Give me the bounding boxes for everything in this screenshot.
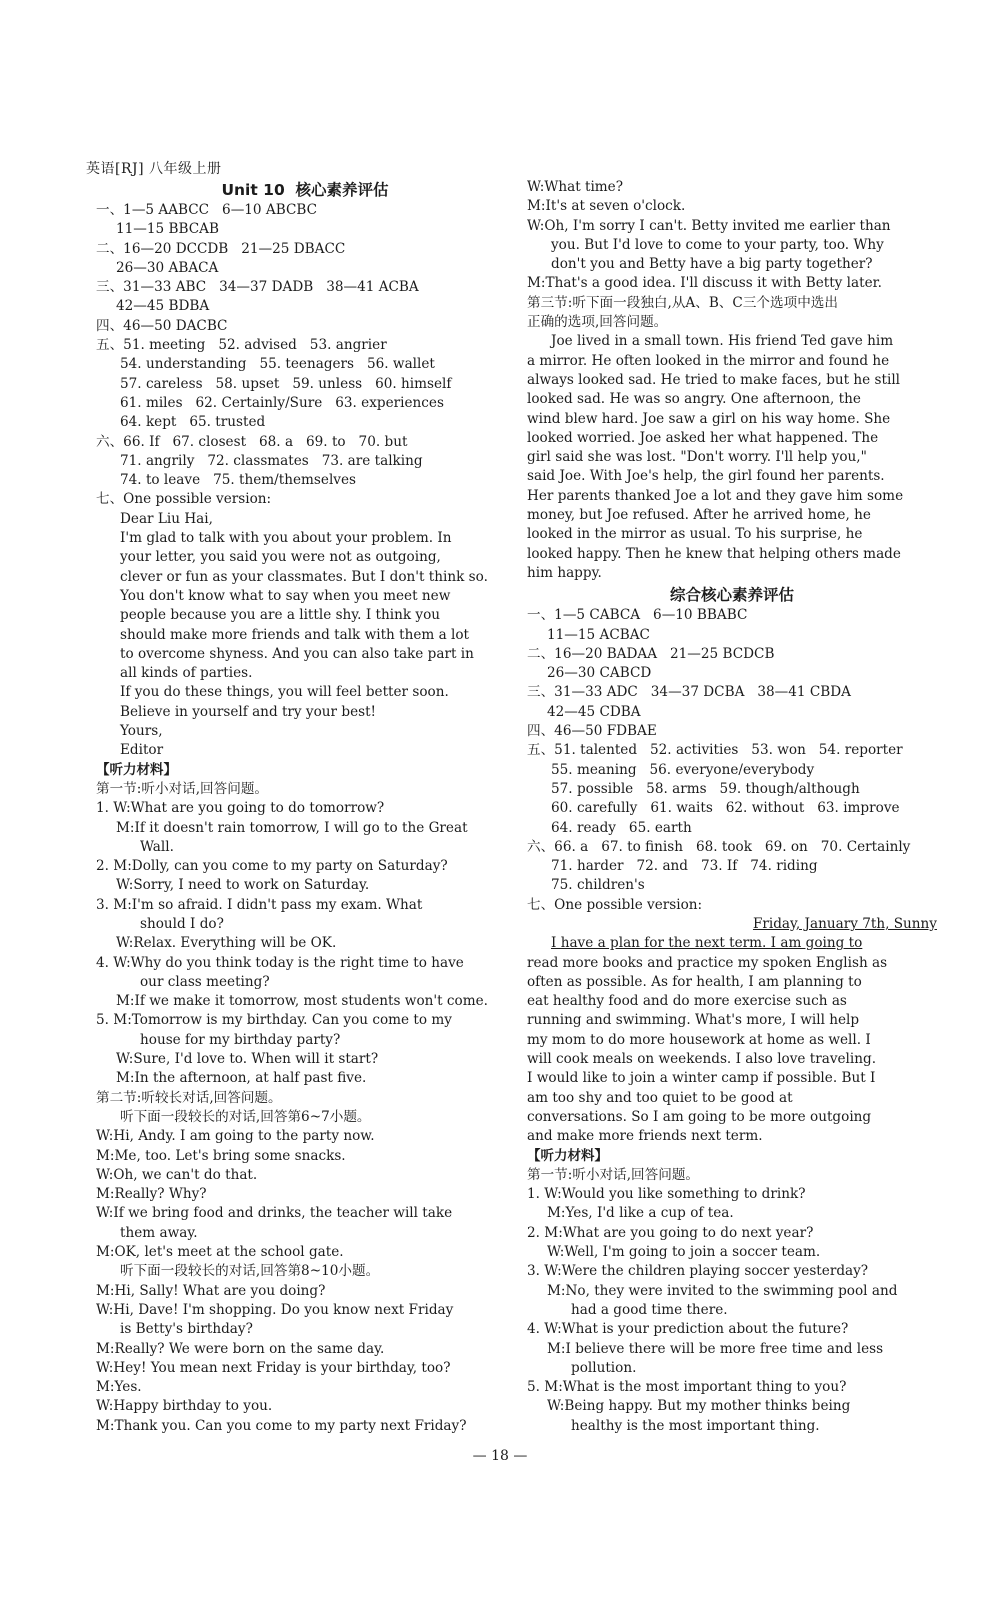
text-line: 2. M:What are you going to do next year? xyxy=(527,1224,814,1241)
text-line: M:It's at seven o'clock. xyxy=(527,198,686,215)
text-line: you. But I'd love to come to your party, too. Why xyxy=(551,236,884,253)
text-line: 一、1—5 AABCC 6—10 ABCBC xyxy=(96,202,318,218)
text-line: looked happy. Then he knew that helping others made xyxy=(527,545,901,562)
text-line: people because you are a little shy. I think you xyxy=(120,607,441,624)
left-lines xyxy=(96,201,514,1436)
text-line: don't you and Betty have a big party together? xyxy=(551,256,873,273)
text-line: W:Hey! You mean next Friday is your birthday, too? xyxy=(96,1359,451,1376)
text-line: 2. M:Dolly, can you come to my party on Saturday? xyxy=(96,858,448,875)
text-line: M:No, they were invited to the swimming pool and xyxy=(547,1282,898,1299)
text-line: W:Being happy. But my mother thinks being xyxy=(547,1398,851,1415)
text-line: often as possible. As for health, I am planning to xyxy=(527,973,862,990)
text-line: looked in the mirror as usual. To his surprise, he xyxy=(527,526,863,543)
text-line: and make more friends next term. xyxy=(527,1128,763,1145)
text-line: W:What time? xyxy=(527,179,624,195)
text-line: 第一节:听小对话,回答问题。 xyxy=(96,780,269,797)
text-line: our class meeting? xyxy=(140,973,270,990)
text-line: my mom to do more housework at home as well. I xyxy=(527,1031,871,1048)
text-line: 【听力材料】 xyxy=(96,761,177,778)
text-line: 3. M:I'm so afraid. I didn't pass my exam. What xyxy=(96,896,423,913)
section-title: 综合核心素养评估 xyxy=(669,586,794,605)
text-line: 74. to leave 75. them/themselves xyxy=(120,472,356,489)
text-line: should make more friends and talk with them a lot xyxy=(120,626,470,643)
text-line: W:If we bring food and drinks, the teacher will take xyxy=(96,1205,453,1222)
right-column xyxy=(527,178,937,1436)
text-line: 64. kept 65. trusted xyxy=(120,414,266,431)
text-line: Yours, xyxy=(120,723,163,740)
text-line: wind blew hard. Joe saw a girl on his way home. She xyxy=(527,410,891,427)
text-line: 60. carefully 61. waits 62. without 63. improve xyxy=(551,800,900,817)
text-line: 六、66. If 67. closest 68. a 69. to 70. but xyxy=(96,433,408,450)
text-line: 1. W:Would you like something to drink? xyxy=(527,1186,806,1203)
text-line: 5. M:Tomorrow is my birthday. Can you come to my xyxy=(96,1012,452,1029)
text-line: 55. meaning 56. everyone/everybody xyxy=(551,761,815,778)
text-line: 第三节:听下面一段独白,从A、B、C三个选项中选出 xyxy=(527,294,838,311)
text-line: 七、One possible version: xyxy=(527,896,703,913)
text-line: If you do these things, you will feel better soon. xyxy=(120,684,449,701)
text-line: money, but Joe refused. After he arrived home, he xyxy=(527,507,871,524)
text-line: Dear Liu Hai, xyxy=(120,510,213,527)
text-line: 三、31—33 ABC 34—37 DADB 38—41 ACBA xyxy=(96,279,419,296)
text-line: 54. understanding 55. teenagers 56. wallet xyxy=(120,356,435,373)
text-line: W:Sorry, I need to work on Saturday. xyxy=(116,877,370,894)
page-number: — 18 — xyxy=(472,1448,528,1464)
text-line: eat healthy food and do more exercise such as xyxy=(527,993,847,1010)
text-line: looked sad. He was so angry. One afternoon, the xyxy=(527,391,861,408)
text-line: 二、16—20 DCCDB 21—25 DBACC xyxy=(96,240,346,257)
text-line: M:Really? Why? xyxy=(96,1186,207,1203)
text-line: 42—45 BDBA xyxy=(116,298,210,315)
text-line: You don't know what to say when you meet new xyxy=(120,587,451,604)
text-line: I'm glad to talk with you about your problem. In xyxy=(120,530,452,547)
text-line: 42—45 CDBA xyxy=(547,703,641,720)
text-line: M:OK, let's meet at the school gate. xyxy=(96,1244,344,1261)
text-line: will cook meals on weekends. I also love traveling. xyxy=(527,1051,877,1068)
text-line: W:Hi, Dave! I'm shopping. Do you know next Friday xyxy=(96,1301,454,1318)
text-line: 六、66. a 67. to finish 68. took 69. on 70. Certainly xyxy=(527,838,911,855)
text-line: 正确的选项,回答问题。 xyxy=(527,314,668,331)
text-line: all kinds of parties. xyxy=(120,665,253,682)
text-line: 五、51. meeting 52. advised 53. angrier xyxy=(96,337,387,354)
text-line: M:I believe there will be more free time and less xyxy=(547,1340,884,1357)
text-line: Joe lived in a small town. His friend Ted gave him xyxy=(551,333,894,350)
text-line: to overcome shyness. And you can also take part in xyxy=(120,645,474,662)
text-line: said Joe. With Joe's help, the girl found her parents. xyxy=(527,468,885,485)
text-line: Editor xyxy=(120,742,164,759)
text-line: W:Well, I'm going to join a soccer team. xyxy=(547,1244,821,1261)
text-line: 一、1—5 CABCA 6—10 BBABC xyxy=(527,607,748,624)
text-line: 四、46—50 DACBC xyxy=(96,317,228,334)
text-line: M:If it doesn't rain tomorrow, I will go to the Great xyxy=(116,819,468,836)
text-line: him happy. xyxy=(527,564,602,581)
text-line: girl said she was lost. "Don't worry. I'll help you," xyxy=(527,449,867,466)
text-line: healthy is the most important thing. xyxy=(571,1417,820,1434)
text-line: 64. ready 65. earth xyxy=(551,819,692,836)
text-line: 五、51. talented 52. activities 53. won 54. reporter xyxy=(527,742,903,759)
text-line: 5. M:What is the most important thing to you? xyxy=(527,1379,847,1396)
text-line: M:Hi, Sally! What are you doing? xyxy=(96,1282,326,1299)
text-line: your letter, you said you were not as outgoing, xyxy=(120,549,441,566)
text-line: M:In the afternoon, at half past five. xyxy=(116,1070,367,1087)
text-line: 11—15 ACBAC xyxy=(547,626,650,643)
text-line: M:Yes. xyxy=(96,1379,142,1396)
text-line: them away. xyxy=(120,1224,198,1241)
text-line: M:Really? We were born on the same day. xyxy=(96,1340,385,1357)
text-line: read more books and practice my spoken English as xyxy=(527,954,888,971)
text-line: M:Thank you. Can you come to my party next Friday? xyxy=(96,1417,467,1434)
text-line: running and swimming. What's more, I will help xyxy=(527,1012,860,1029)
text-line: house for my birthday party? xyxy=(140,1031,341,1048)
text-line: 【听力材料】 xyxy=(527,1147,608,1164)
text-line: am too shy and too quiet to be good at xyxy=(527,1089,793,1106)
text-line: 1. W:What are you going to do tomorrow? xyxy=(96,800,385,817)
text-line: I have a plan for the next term. I am going to xyxy=(551,935,863,952)
text-line: 75. children's xyxy=(551,877,645,894)
text-line: 4. W:What is your prediction about the future? xyxy=(527,1321,849,1338)
text-line: 3. W:Were the children playing soccer yesterday? xyxy=(527,1263,869,1280)
text-line: 26—30 ABACA xyxy=(116,259,219,276)
text-line: 71. angrily 72. classmates 73. are talking xyxy=(120,452,423,469)
text-line: 听下面一段较长的对话,回答第8~10小题。 xyxy=(120,1263,380,1280)
text-line: W:Happy birthday to you. xyxy=(96,1398,273,1415)
text-line: M:Me, too. Let's bring some snacks. xyxy=(96,1147,346,1164)
text-line: had a good time there. xyxy=(571,1301,728,1318)
text-line: W:Sure, I'd love to. When will it start? xyxy=(116,1051,379,1068)
text-line: is Betty's birthday? xyxy=(120,1321,253,1338)
text-line: Friday, January 7th, Sunny xyxy=(752,915,937,932)
text-line: clever or fun as your classmates. But I don't think so. xyxy=(120,568,488,585)
right-lines-before xyxy=(527,178,937,583)
text-line: 57. careless 58. upset 59. unless 60. himself xyxy=(120,375,452,392)
text-line: 61. miles 62. Certainly/Sure 63. experiences xyxy=(120,394,444,411)
unit-title: Unit 10 核心素养评估 xyxy=(221,181,389,199)
text-line: W:Relax. Everything will be OK. xyxy=(116,935,337,952)
text-line: Believe in yourself and try your best! xyxy=(120,703,377,720)
text-line: 71. harder 72. and 73. If 74. riding xyxy=(551,858,818,875)
text-line: 26—30 CABCD xyxy=(547,665,652,682)
text-line: should I do? xyxy=(140,915,224,932)
text-line: Wall. xyxy=(140,838,174,855)
text-line: 4. W:Why do you think today is the right time to have xyxy=(96,954,464,971)
text-line: 四、46—50 FDBAE xyxy=(527,723,657,740)
text-line: always looked sad. He tried to make faces, but he still xyxy=(527,371,901,388)
text-line: 57. possible 58. arms 59. though/although xyxy=(551,780,860,797)
text-line: looked worried. Joe asked her what happened. The xyxy=(527,429,879,446)
right-lines-after xyxy=(527,606,937,1436)
text-line: W:Hi, Andy. I am going to the party now. xyxy=(96,1128,375,1145)
text-line: 三、31—33 ADC 34—37 DCBA 38—41 CBDA xyxy=(527,684,851,701)
text-line: 七、One possible version: xyxy=(96,491,272,508)
page-header: 英语[RJ] 八年级上册 xyxy=(86,161,222,177)
text-line: W:Oh, I'm sorry I can't. Betty invited me earlier than xyxy=(527,217,891,234)
text-line: Her parents thanked Joe a lot and they gave him some xyxy=(527,487,904,504)
text-line: 二、16—20 BADAA 21—25 BCDCB xyxy=(527,645,775,662)
left-column xyxy=(96,178,514,1436)
text-line: M:That's a good idea. I'll discuss it with Betty later. xyxy=(527,275,882,292)
text-line: a mirror. He often looked in the mirror and found he xyxy=(527,352,890,369)
text-line: 第二节:听较长对话,回答问题。 xyxy=(96,1089,282,1106)
text-line: W:Oh, we can't do that. xyxy=(96,1166,258,1183)
text-line: 11—15 BBCAB xyxy=(116,221,219,238)
text-line: I would like to join a winter camp if possible. But I xyxy=(527,1070,876,1087)
text-line: conversations. So I am going to be more outgoing xyxy=(527,1108,872,1125)
text-line: 第一节:听小对话,回答问题。 xyxy=(527,1166,700,1183)
text-line: M:Yes, I'd like a cup of tea. xyxy=(547,1205,734,1222)
text-line: M:If we make it tomorrow, most students won't come. xyxy=(116,993,488,1010)
text-line: pollution. xyxy=(571,1359,637,1376)
text-line: 听下面一段较长的对话,回答第6~7小题。 xyxy=(120,1108,371,1125)
